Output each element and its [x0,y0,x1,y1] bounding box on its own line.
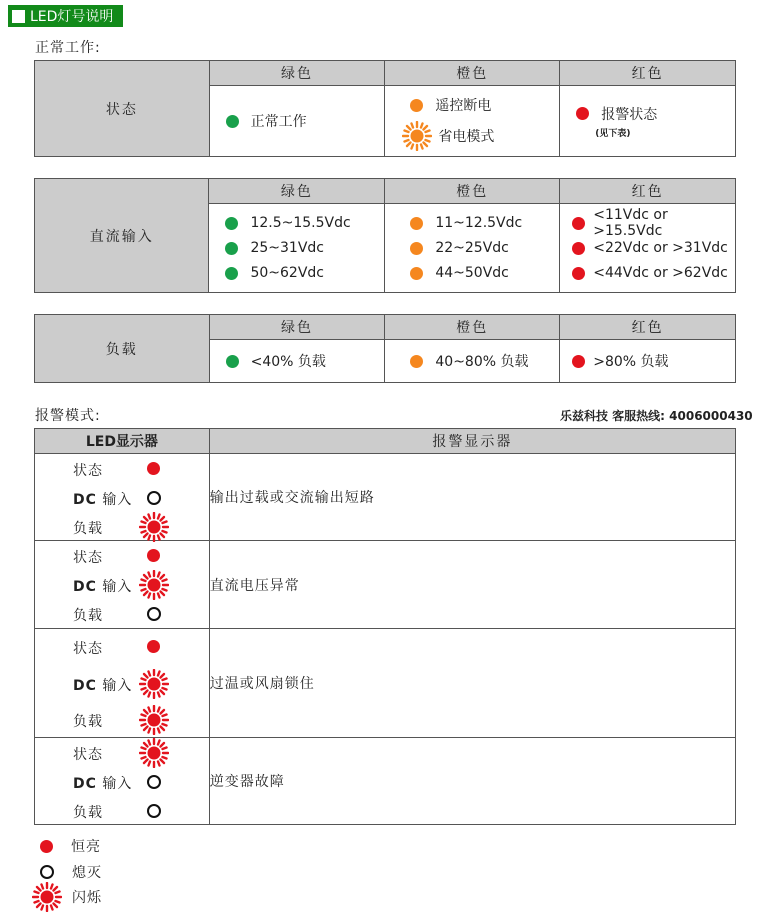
red-dot-icon [147,462,160,475]
load-table [34,314,736,383]
red-flash-icon [139,570,169,600]
red-note: (见下表) [595,128,631,139]
alarm-text: 过温或风扇锁住 [209,629,735,738]
hollow-dot-icon [147,804,161,818]
dc-orange-item: 11~12.5Vdc [385,211,559,236]
dc-red-item: <11Vdc or >15.5Vdc [560,211,735,236]
led-label-dc: DC 输入 [73,579,133,595]
led-label-dc: DC 输入 [73,775,133,792]
green-dot-icon [226,115,239,128]
customer-hotline: 乐兹科技 客服热线: 4006000430 [560,409,753,423]
hollow-dot-icon [147,491,161,505]
col-red: 红色 [560,315,736,340]
alarm-text: 逆变器故障 [209,738,735,825]
section-header [8,5,123,27]
red-flash-icon [139,705,169,735]
legend-item [40,862,102,882]
col-red: 红色 [560,179,736,204]
row-label-load: 负载 [35,315,210,383]
legend-text: 恒亮 [71,839,101,855]
led-label-status: 状态 [73,549,103,566]
led-indicator-dc [147,775,161,789]
led-label-status: 状态 [73,746,103,763]
orange-dot-icon [410,217,423,230]
led-indicator-status [147,549,160,562]
legend-text: 熄灭 [72,865,102,881]
orange-flash-icon [402,121,432,151]
hollow-dot-icon [147,775,161,789]
alarm-table [34,428,736,825]
red-dot-icon [572,267,585,280]
dc-input-table [34,178,736,293]
col-green: 绿色 [209,315,385,340]
normal-section-title: 正常工作: [35,40,101,56]
status-orange-item: 遥控断电 [385,90,559,120]
dc-green-item: 25~31Vdc [209,236,384,261]
led-indicator-load [147,607,161,621]
load-green-item: <40% 负载 [210,349,385,374]
led-indicator-load [139,512,169,542]
col-green: 绿色 [209,61,385,86]
red-dot-icon [572,242,585,255]
alarm-led-cell [35,629,210,738]
led-indicator-dc [139,570,169,600]
col-red: 红色 [560,61,736,86]
status-table [34,60,736,157]
header-square-icon [12,10,25,23]
status-green-item: 正常工作 [210,109,385,134]
green-dot-icon [225,267,238,280]
green-dot-icon [225,242,238,255]
status-orange-item: 省电模式 [385,120,559,152]
status-red-item: 报警状态 [560,104,735,124]
col-orange: 橙色 [385,179,560,204]
load-red-item: >80% 负载 [560,349,735,374]
alarm-text: 输出过载或交流输出短路 [209,454,735,541]
orange-dot-icon [410,242,423,255]
red-flash-icon [139,512,169,542]
dc-orange-item: 22~25Vdc [385,236,559,261]
hollow-dot-icon [40,865,54,879]
orange-dot-icon [410,355,423,368]
red-dot-icon [40,840,53,853]
led-label-load: 负载 [73,520,103,537]
dc-green-item: 50~62Vdc [209,261,384,286]
orange-dot-icon [410,267,423,280]
header-title: LED灯号说明 [30,9,114,25]
red-flash-icon [32,882,62,912]
hollow-dot-icon [147,607,161,621]
alarm-led-cell [35,454,210,541]
green-dot-icon [225,217,238,230]
led-label-load: 负载 [73,608,103,625]
led-indicator-status [147,462,160,475]
led-indicator-dc [139,669,169,699]
led-label-status: 状态 [73,462,103,479]
legend-item [32,882,102,912]
led-label-dc: DC 输入 [73,677,133,694]
row-label-status: 状态 [35,61,210,157]
led-indicator-status [139,738,169,768]
red-flash-icon [139,738,169,768]
col-orange: 橙色 [385,61,560,86]
led-indicator-load [139,705,169,735]
alarm-text: 直流电压异常 [209,541,735,629]
load-orange-item: 40~80% 负载 [385,349,559,374]
red-flash-icon [139,669,169,699]
led-label-dc: DC 输入 [73,491,133,508]
led-label-load: 负载 [73,804,103,821]
row-label-dc-input: 直流输入 [35,179,209,293]
green-dot-icon [226,355,239,368]
red-dot-icon [572,355,585,368]
dc-red-item: <22Vdc or >31Vdc [560,236,735,261]
alarm-led-cell [35,738,210,825]
alarm-section-title: 报警模式: [35,408,101,424]
red-dot-icon [147,549,160,562]
legend-item [40,836,101,856]
red-dot-icon [572,217,585,230]
led-indicator-dc [147,491,161,505]
red-dot-icon [147,640,160,653]
led-indicator-status [147,640,160,653]
dc-green-item: 12.5~15.5Vdc [209,211,384,236]
col-green: 绿色 [209,179,385,204]
legend-text: 闪烁 [72,890,102,906]
dc-red-item: <44Vdc or >62Vdc [560,261,735,286]
dc-orange-item: 44~50Vdc [385,261,559,286]
led-indicator-load [147,804,161,818]
col-alarm-display: 报警显示器 [209,429,735,454]
alarm-led-cell [35,541,210,629]
led-label-status: 状态 [73,641,103,658]
col-led-display: LED显示器 [35,429,210,454]
led-label-load: 负载 [73,713,103,730]
red-dot-icon [576,107,589,120]
col-orange: 橙色 [385,315,560,340]
orange-dot-icon [410,99,423,112]
